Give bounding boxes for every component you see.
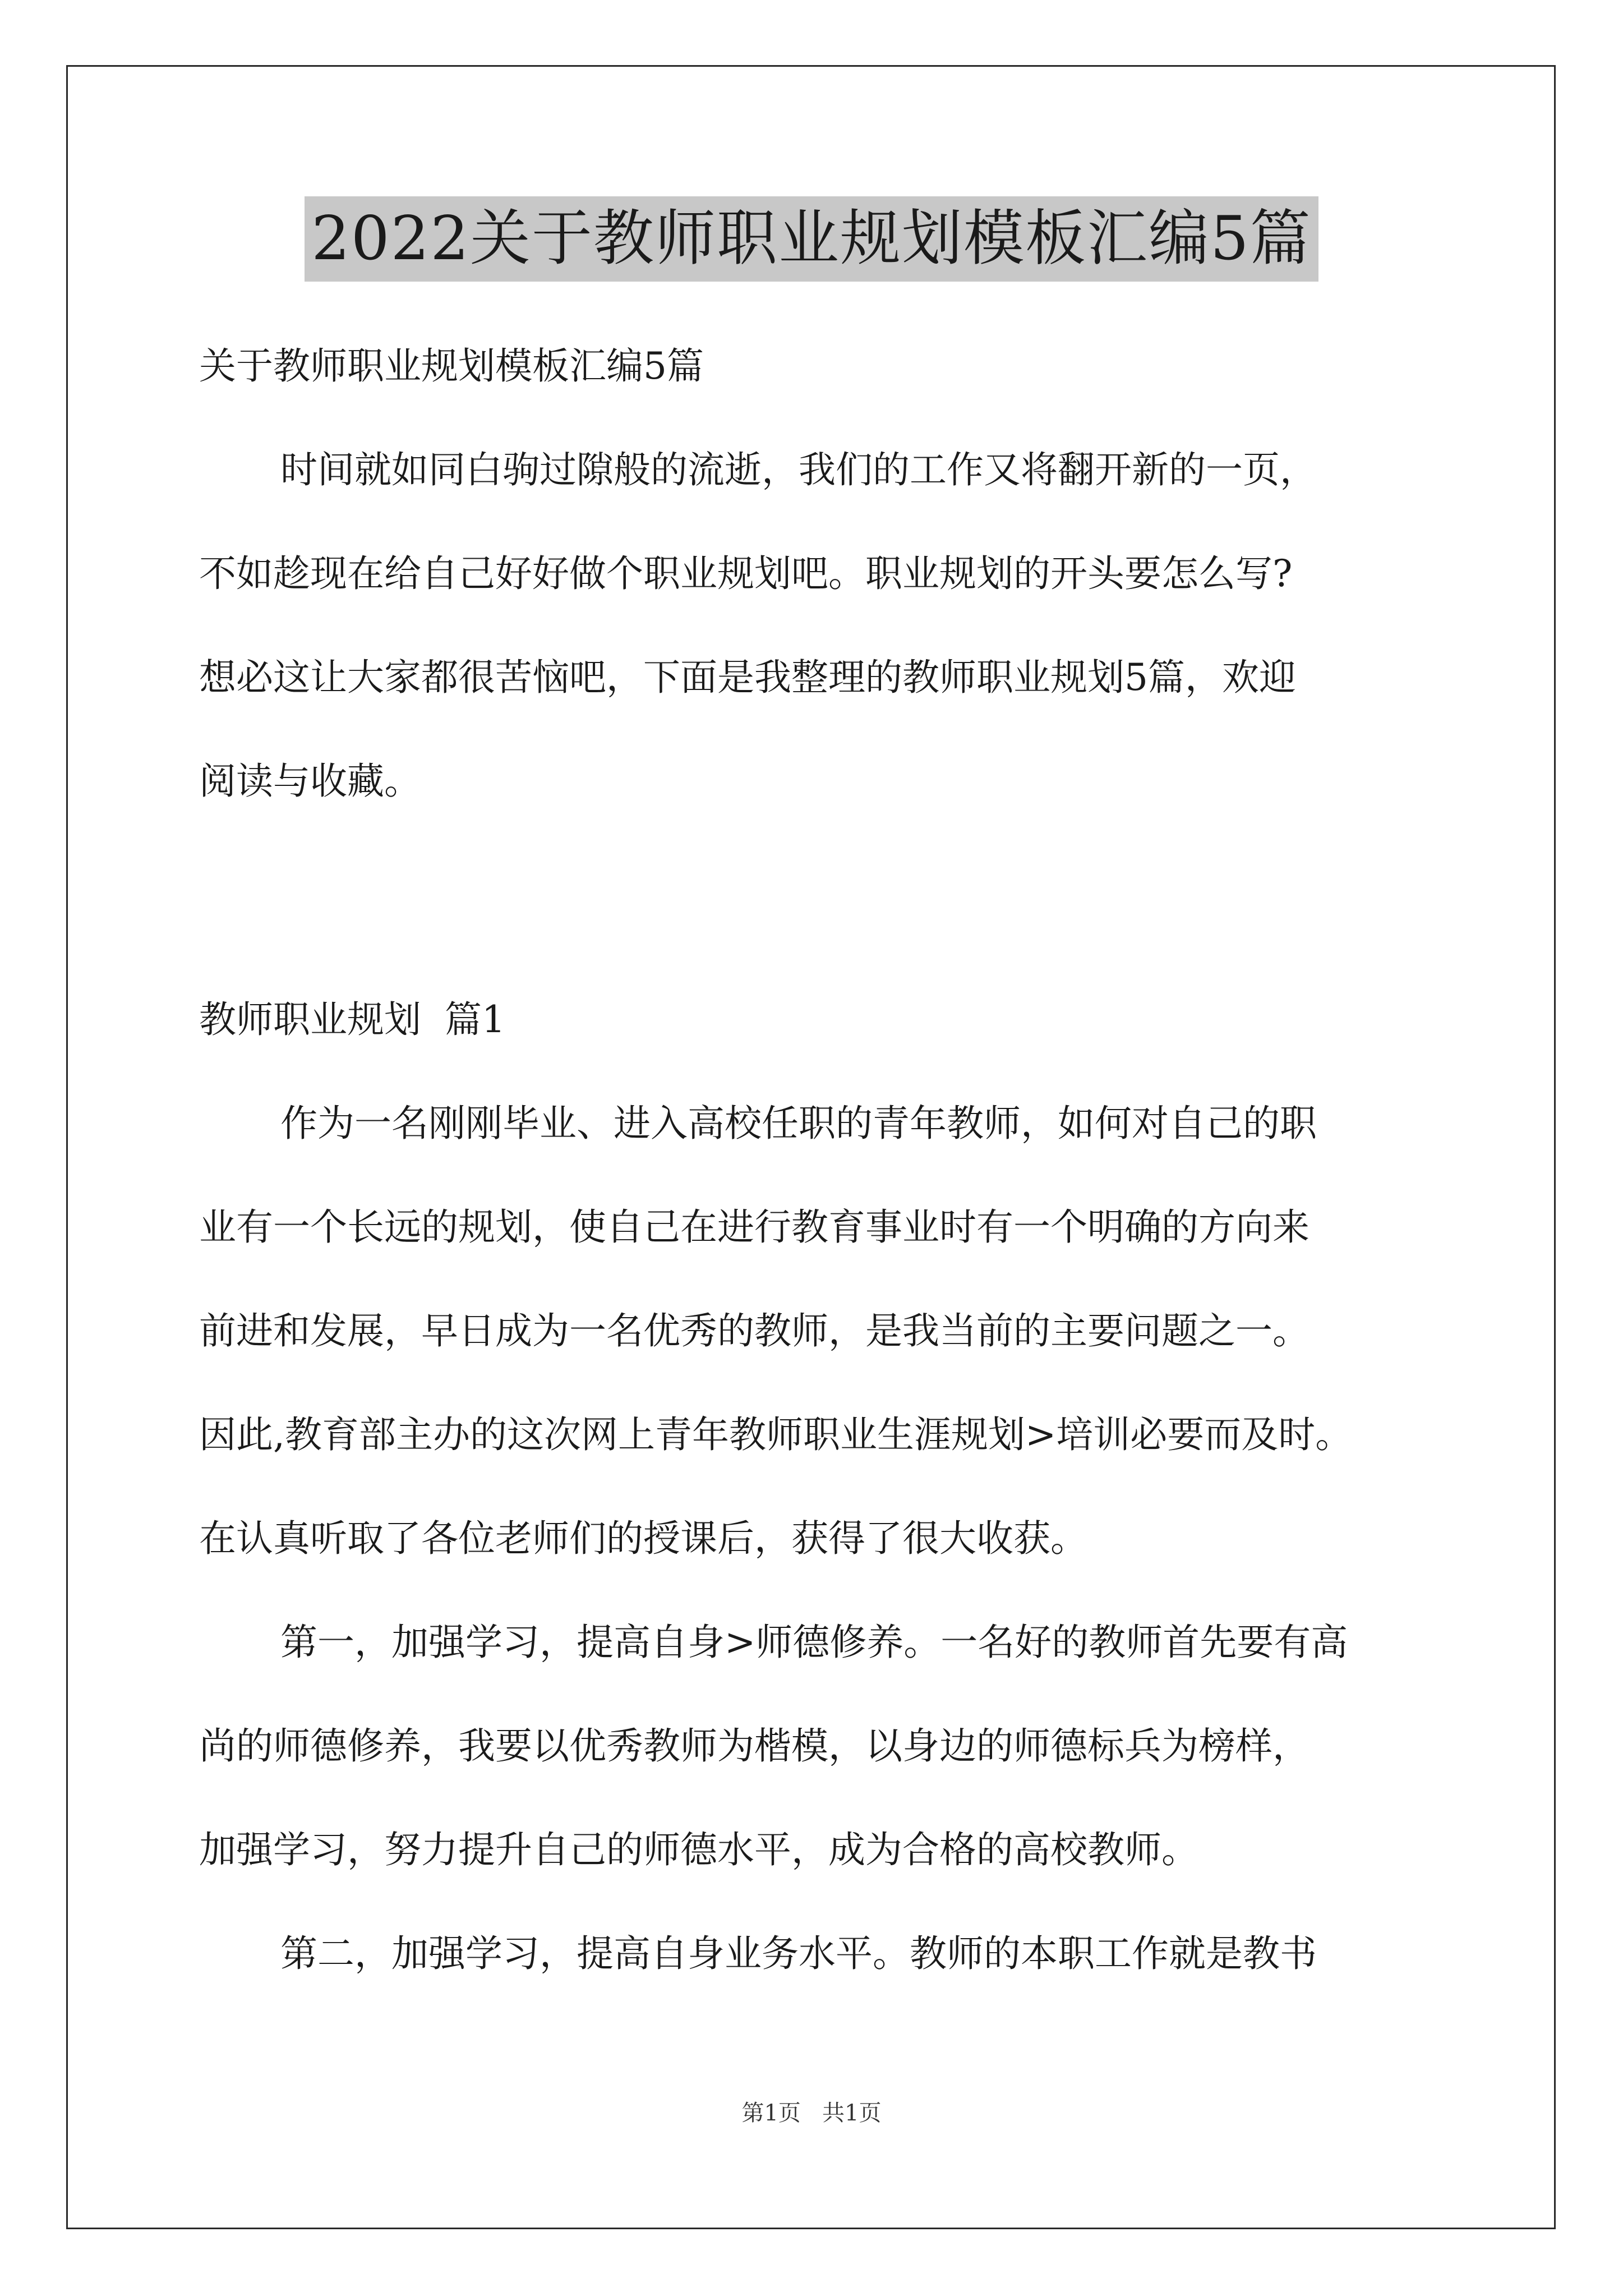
section-line: 作为一名刚刚毕业、进入高校任职的青年教师，如何对自己的职 <box>280 1102 1317 1145</box>
section-line: 加强学习，努力提升自己的师德水平，成为合格的高校教师。 <box>199 1828 1198 1871</box>
title-block <box>0 196 1623 282</box>
section-line: 因此,教育部主办的这次网上青年教师职业生涯规划>培训必要而及时。 <box>199 1413 1353 1456</box>
section-line: 业有一个长远的规划，使自己在进行教育事业时有一个明确的方向来 <box>199 1205 1310 1249</box>
intro-line: 想必这让大家都很苦恼吧，下面是我整理的教师职业规划5篇，欢迎 <box>199 656 1296 699</box>
section-line: 在认真听取了各位老师们的授课后，获得了很大收获。 <box>199 1517 1087 1560</box>
section-heading: 教师职业规划 篇1 <box>199 998 505 1041</box>
section-line: 第一，加强学习，提高自身>师德修养。一名好的教师首先要有高 <box>280 1621 1348 1664</box>
section-line: 尚的师德修养，我要以优秀教师为楷模，以身边的师德标兵为榜样， <box>199 1724 1310 1768</box>
intro-line: 不如趁现在给自己好好做个职业规划吧。职业规划的开头要怎么写? <box>199 552 1293 595</box>
document-subtitle: 关于教师职业规划模板汇编5篇 <box>199 344 704 388</box>
intro-line: 阅读与收藏。 <box>199 760 421 803</box>
intro-line: 时间就如同白驹过隙般的流逝，我们的工作又将翻开新的一页， <box>280 448 1317 491</box>
section-line: 第二，加强学习，提高自身业务水平。教师的本职工作就是教书 <box>280 1932 1317 1975</box>
document-title: 2022关于教师职业规划模板汇编5篇 <box>305 196 1318 282</box>
page-footer: 第1页 共1页 <box>741 2100 882 2126</box>
section-line: 前进和发展，早日成为一名优秀的教师，是我当前的主要问题之一。 <box>199 1309 1310 1352</box>
